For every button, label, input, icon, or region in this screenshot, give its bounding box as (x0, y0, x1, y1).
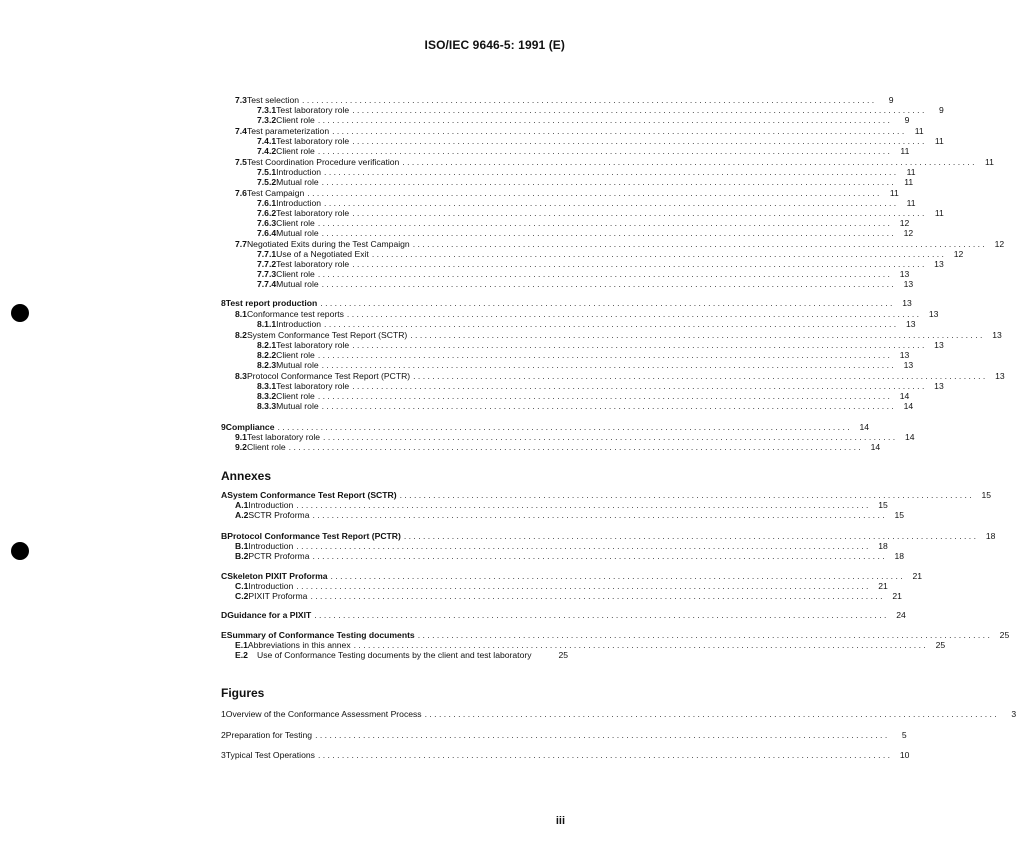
dot-leader: ........................................................................................................................ (353, 640, 929, 650)
toc-title: Test selection (246, 95, 300, 105)
annex-title: Introduction (248, 541, 294, 551)
annex-page-number: 24 (896, 610, 906, 620)
dot-leader: ........................................................................................................................ (413, 371, 988, 381)
toc-title: System Conformance Test Report (SCTR) (246, 330, 408, 340)
annex-page-number: 18 (878, 541, 888, 551)
toc-title: Client role (276, 218, 315, 228)
dot-leader: ........................................................................................................................ (288, 442, 864, 452)
annex-entry[interactable] (221, 490, 992, 500)
toc-page-number: 13 (906, 319, 916, 329)
toc-title: Introduction (276, 198, 322, 208)
toc-title: Mutual role (276, 279, 319, 289)
toc-number: 8 (221, 298, 226, 308)
toc-title: Mutual role (276, 360, 319, 370)
toc-number: 7.3.1 (257, 105, 277, 115)
toc-page-number: 12 (899, 218, 910, 228)
toc-number: 9.2 (235, 442, 247, 452)
annex-number: C.1 (235, 581, 249, 591)
dot-leader: ........................................................................................................................ (312, 510, 888, 520)
annex-number: B (221, 531, 228, 541)
annex-number: C.2 (235, 591, 249, 601)
toc-entry[interactable] (257, 249, 964, 259)
toc-entry[interactable] (235, 432, 915, 442)
toc-number: 7.5.2 (257, 177, 277, 187)
toc-page-number: 11 (914, 126, 924, 136)
toc-number: 8.1.1 (257, 319, 277, 329)
annexes-heading: Annexes (221, 469, 272, 483)
toc-page-number: 13 (995, 371, 1005, 381)
annex-page-number: 25 (999, 630, 1010, 640)
annex-entry[interactable] (235, 650, 568, 660)
annex-entry[interactable] (221, 531, 996, 541)
figure-title: Typical Test Operations (225, 750, 315, 760)
figure-title: Preparation for Testing (225, 730, 313, 740)
figure-page-number: 3 (1011, 709, 1016, 719)
dot-leader: ........................................................................................................................ (277, 422, 853, 432)
toc-number: 8.2.3 (257, 360, 277, 370)
toc-page-number: 11 (889, 188, 899, 198)
toc-number: 7.7.3 (257, 269, 277, 279)
toc-page-number: 9 (904, 115, 910, 125)
dot-leader: ........................................................................................................................ (317, 391, 893, 401)
toc-title: Client role (276, 146, 315, 156)
toc-title: Client role (276, 350, 315, 360)
toc-page-number: 9 (888, 95, 894, 105)
toc-number: 7.4.2 (257, 146, 277, 156)
toc-entry[interactable] (257, 350, 910, 360)
annex-page-number: 18 (985, 531, 996, 541)
annex-page-number: 15 (981, 490, 992, 500)
toc-entry[interactable] (257, 259, 944, 269)
annex-page-number: 21 (892, 591, 902, 601)
toc-entry[interactable] (257, 319, 916, 329)
figure-entry[interactable] (221, 750, 910, 760)
toc-page-number: 11 (934, 136, 944, 146)
toc-entry[interactable] (221, 298, 912, 308)
toc-page-number: 14 (859, 422, 870, 432)
toc-title: Mutual role (276, 228, 319, 238)
toc-number: 7.6.4 (257, 228, 277, 238)
toc-entry[interactable] (257, 228, 914, 238)
annex-entry[interactable] (221, 571, 923, 581)
dot-leader: ........................................................................................................................ (417, 630, 993, 640)
toc-entry[interactable] (257, 391, 910, 401)
toc-page-number: 11 (906, 198, 916, 208)
toc-entry[interactable] (221, 422, 870, 432)
toc-title: Test laboratory role (276, 105, 350, 115)
toc-title: Protocol Conformance Test Report (PCTR) (246, 371, 411, 381)
toc-page-number: 13 (928, 309, 939, 319)
dot-leader: ........................................................................................................................ (412, 239, 988, 249)
toc-entry[interactable] (235, 95, 894, 105)
toc-page-number: 13 (899, 350, 910, 360)
dot-leader: ........................................................................................................................ (352, 208, 927, 218)
toc-title: Test laboratory role (276, 259, 350, 269)
annex-page-number: 21 (878, 581, 888, 591)
dot-leader: ........................................................................................................................ (296, 500, 871, 510)
figure-entry[interactable] (221, 709, 1016, 719)
annex-number: B.1 (235, 541, 249, 551)
toc-page-number: 14 (899, 391, 910, 401)
toc-page-number: 14 (870, 442, 881, 452)
annex-title: Abbreviations in this annex (247, 640, 351, 650)
dot-leader: ........................................................................................................................ (352, 259, 927, 269)
dot-leader: ........................................................................................................................ (352, 381, 927, 391)
dot-leader: ........................................................................................................................ (320, 298, 895, 308)
annex-entry[interactable] (235, 591, 902, 601)
toc-title: Compliance (225, 422, 275, 432)
annex-entry[interactable] (235, 541, 888, 551)
page-number: iii (555, 815, 565, 827)
dot-leader: ........................................................................................................................ (312, 551, 888, 561)
dot-leader: ........................................................................................................................ (307, 188, 882, 198)
toc-title: Test report production (225, 298, 318, 308)
toc-number: 8.3.1 (257, 381, 277, 391)
figure-page-number: 10 (899, 750, 910, 760)
dot-leader: ........................................................................................................................ (410, 330, 985, 340)
toc-page-number: 9 (938, 105, 944, 115)
toc-page-number: 12 (994, 239, 1005, 249)
toc-page-number: 13 (934, 259, 944, 269)
toc-title: Mutual role (276, 177, 319, 187)
annex-entry[interactable] (221, 610, 906, 620)
toc-entry[interactable] (257, 208, 944, 218)
toc-number: 7.3 (235, 95, 247, 105)
toc-entry[interactable] (235, 371, 1005, 381)
annex-number: B.2 (235, 551, 249, 561)
toc-number: 7.3.2 (257, 115, 277, 125)
figure-number: 3 (221, 750, 226, 760)
toc-entry[interactable] (257, 146, 910, 156)
annex-number: A.2 (235, 510, 249, 520)
annex-page-number: 15 (878, 500, 888, 510)
toc-page-number: 13 (902, 298, 912, 308)
annex-title: Use of Conformance Testing documents by the client and test laboratory (257, 650, 532, 660)
figure-number: 2 (221, 730, 226, 740)
toc-page-number: 14 (905, 432, 915, 442)
dot-leader: ........................................................................................................................ (399, 490, 975, 500)
annex-entry[interactable] (235, 500, 888, 510)
toc-title: Test laboratory role (276, 381, 350, 391)
dot-leader: ........................................................................................................................ (352, 340, 927, 350)
figure-title: Overview of the Conformance Assessment Process (225, 709, 422, 719)
figure-number: 1 (221, 709, 226, 719)
dot-leader: ........................................................................................................................ (352, 105, 927, 115)
toc-page-number: 13 (899, 269, 910, 279)
annex-title: Protocol Conformance Test Report (PCTR) (227, 531, 401, 541)
toc-title: Test laboratory role (276, 136, 350, 146)
annex-entry[interactable] (235, 510, 905, 520)
toc-title: Test parameterization (246, 126, 330, 136)
toc-title: Mutual role (276, 401, 319, 411)
toc-number: 8.3.2 (257, 391, 277, 401)
toc-number: 7.7.1 (257, 249, 277, 259)
annex-entry[interactable] (235, 581, 888, 591)
dot-leader: ........................................................................................................................ (317, 750, 893, 760)
annex-title: System Conformance Test Report (SCTR) (227, 490, 397, 500)
toc-entry[interactable] (235, 442, 881, 452)
toc-number: 7.6 (235, 188, 247, 198)
dot-leader: ........................................................................................................................ (330, 571, 906, 581)
annex-number: D (221, 610, 228, 620)
toc-number: 8.2 (235, 330, 247, 340)
toc-page-number: 11 (906, 167, 916, 177)
punch-hole-mark (11, 542, 29, 560)
dot-leader: ........................................................................................................................ (332, 126, 907, 136)
dot-leader: ........................................................................................................................ (317, 269, 893, 279)
toc-entry[interactable] (257, 360, 914, 370)
toc-title: Client role (246, 442, 286, 452)
annex-title: PIXIT Proforma (248, 591, 308, 601)
toc-title: Test Coordination Procedure verification (246, 157, 400, 167)
dot-leader: ........................................................................................................................ (324, 167, 899, 177)
figure-entry[interactable] (221, 730, 907, 740)
toc-title: Test laboratory role (276, 208, 350, 218)
toc-entry[interactable] (257, 136, 944, 146)
dot-leader: ........................................................................................................................ (321, 401, 897, 411)
dot-leader: ........................................................................................................................ (296, 581, 871, 591)
dot-leader: ........................................................................................................................ (324, 198, 899, 208)
annex-page-number: 25 (935, 640, 946, 650)
toc-page-number: 12 (903, 228, 914, 238)
dot-leader: ........................................................................................................................ (296, 541, 871, 551)
dot-leader: ........................................................................................................................ (424, 709, 1000, 719)
toc-number: 9 (221, 422, 226, 432)
toc-page-number: 11 (934, 208, 944, 218)
annex-title: Introduction (248, 500, 294, 510)
annex-title: Introduction (248, 581, 294, 591)
toc-page-number: 11 (984, 157, 994, 167)
toc-number: 7.5.1 (257, 167, 277, 177)
toc-page-number: 12 (953, 249, 964, 259)
toc-entry[interactable] (257, 269, 910, 279)
dot-leader: ........................................................................................................................ (315, 730, 890, 740)
figure-page-number: 5 (901, 730, 907, 740)
toc-page-number: 13 (934, 381, 944, 391)
punch-hole-mark (11, 304, 29, 322)
figures-heading: Figures (221, 686, 265, 700)
dot-leader: ........................................................................................................................ (346, 309, 922, 319)
dot-leader: ........................................................................................................................ (317, 350, 893, 360)
toc-title: Client role (276, 269, 315, 279)
toc-entry[interactable] (257, 279, 914, 289)
dot-leader: ........................................................................................................................ (302, 95, 877, 105)
dot-leader: ........................................................................................................................ (317, 146, 893, 156)
annex-entry[interactable] (221, 630, 1010, 640)
toc-entry[interactable] (235, 239, 1005, 249)
dot-leader: ........................................................................................................................ (324, 319, 899, 329)
toc-entry[interactable] (257, 177, 914, 187)
toc-entry[interactable] (235, 188, 899, 198)
annex-number: A.1 (235, 500, 249, 510)
dot-leader: ........................................................................................................................ (317, 115, 893, 125)
toc-number: 8.3 (235, 371, 247, 381)
dot-leader: ........................................................................................................................ (321, 279, 897, 289)
annex-title: SCTR Proforma (248, 510, 310, 520)
annex-number: E.1 (235, 640, 248, 650)
toc-entry[interactable] (257, 105, 944, 115)
toc-entry[interactable] (257, 115, 910, 125)
toc-title: Test laboratory role (276, 340, 350, 350)
toc-number: 8.2.2 (257, 350, 277, 360)
toc-number: 8.2.1 (257, 340, 277, 350)
dot-leader: ........................................................................................................................ (321, 360, 897, 370)
annex-page-number: 15 (894, 510, 905, 520)
toc-title: Negotiated Exits during the Test Campaign (246, 239, 410, 249)
dot-leader: ........................................................................................................................ (321, 228, 897, 238)
toc-number: 7.6.1 (257, 198, 277, 208)
annex-number: E.2 (235, 650, 248, 660)
toc-number: 8.3.3 (257, 401, 277, 411)
toc-number: 7.4.1 (257, 136, 277, 146)
annex-title: Guidance for a PIXIT (227, 610, 312, 620)
toc-entry[interactable] (257, 167, 916, 177)
toc-entry[interactable] (257, 340, 944, 350)
dot-leader: ........................................................................................................................ (402, 157, 977, 167)
dot-leader: ........................................................................................................................ (310, 591, 885, 601)
toc-number: 9.1 (235, 432, 247, 442)
dot-leader: ........................................................................................................................ (323, 432, 898, 442)
annex-title: Summary of Conformance Testing documents (226, 630, 415, 640)
annex-title: Skeleton PIXIT Proforma (227, 571, 328, 581)
dot-leader: ........................................................................................................................ (371, 249, 947, 259)
toc-page-number: 13 (903, 279, 914, 289)
annex-page-number: 25 (558, 650, 568, 660)
annex-entry[interactable] (235, 640, 946, 650)
toc-title: Test laboratory role (246, 432, 321, 442)
dot-leader: ........................................................................................................................ (321, 177, 897, 187)
toc-page-number: 13 (903, 360, 914, 370)
toc-page-number: 13 (992, 330, 1002, 340)
annex-number: E (221, 630, 227, 640)
annex-page-number: 21 (912, 571, 923, 581)
toc-page-number: 14 (903, 401, 914, 411)
annex-entry[interactable] (235, 551, 905, 561)
annex-number: C (221, 571, 228, 581)
annex-title: PCTR Proforma (248, 551, 310, 561)
toc-entry[interactable] (235, 126, 924, 136)
toc-number: 7.5 (235, 157, 247, 167)
dot-leader: ........................................................................................................................ (314, 610, 889, 620)
toc-number: 7.7 (235, 239, 247, 249)
dot-leader: ........................................................................................................................ (317, 218, 893, 228)
toc-page-number: 11 (900, 146, 910, 156)
toc-number: 7.4 (235, 126, 247, 136)
toc-entry[interactable] (235, 330, 1002, 340)
toc-entry[interactable] (235, 157, 994, 167)
toc-entry[interactable] (257, 401, 914, 411)
toc-number: 7.7.4 (257, 279, 277, 289)
toc-entry[interactable] (257, 381, 944, 391)
toc-title: Introduction (276, 319, 322, 329)
annex-page-number: 18 (894, 551, 905, 561)
toc-title: Use of a Negotiated Exit (276, 249, 369, 259)
toc-number: 7.6.3 (257, 218, 277, 228)
toc-title: Introduction (276, 167, 322, 177)
toc-entry[interactable] (235, 309, 939, 319)
toc-page-number: 13 (934, 340, 944, 350)
toc-title: Client role (276, 115, 315, 125)
dot-leader: ........................................................................................................................ (403, 531, 979, 541)
toc-title: Test Campaign (246, 188, 305, 198)
toc-number: 7.7.2 (257, 259, 277, 269)
toc-page-number: 11 (904, 177, 914, 187)
annex-number: A (221, 490, 228, 500)
toc-number: 7.6.2 (257, 208, 277, 218)
toc-entry[interactable] (257, 218, 910, 228)
toc-entry[interactable] (257, 198, 916, 208)
dot-leader: ........................................................................................................................ (352, 136, 927, 146)
toc-title: Conformance test reports (246, 309, 344, 319)
document-id-header: ISO/IEC 9646-5: 1991 (E) (424, 38, 565, 52)
toc-title: Client role (276, 391, 315, 401)
toc-number: 8.1 (235, 309, 247, 319)
